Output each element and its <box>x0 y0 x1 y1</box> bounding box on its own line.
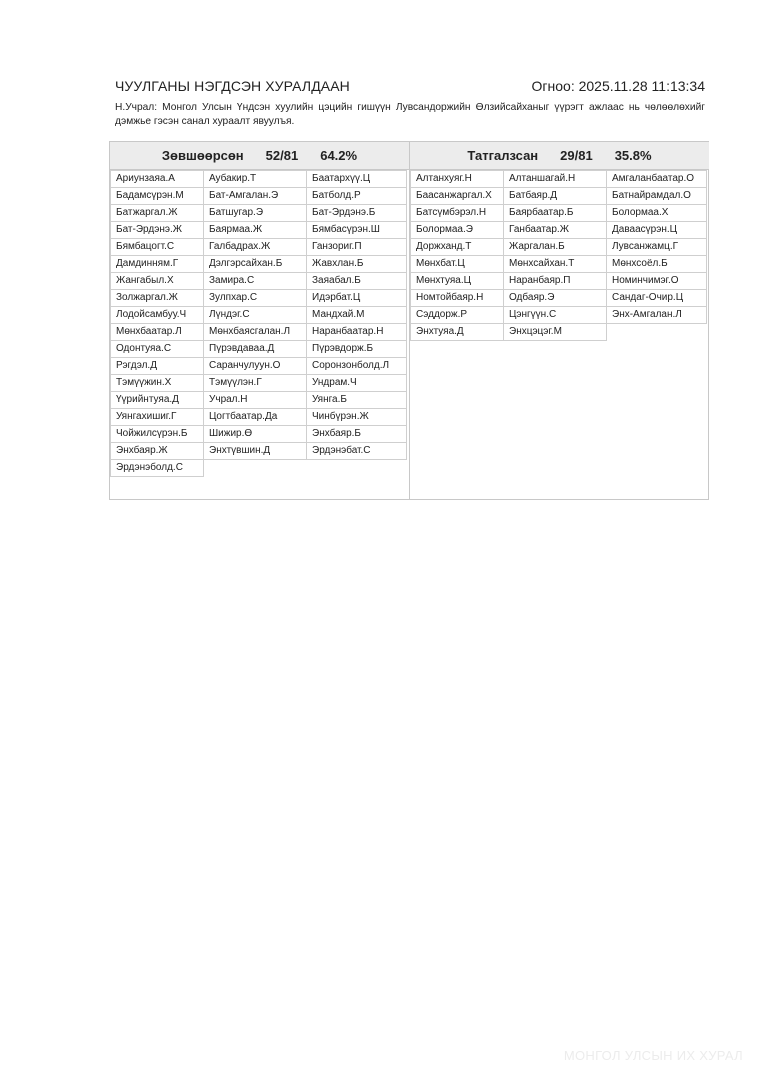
member-name-cell: Амгаланбаатар.О <box>606 170 707 188</box>
member-name-cell: Идэрбат.Ц <box>306 289 407 307</box>
member-name-cell: Шижир.Ө <box>203 425 307 443</box>
member-name-cell: Энхтуяа.Д <box>410 323 504 341</box>
member-name-cell: Сандаг-Очир.Ц <box>606 289 707 307</box>
member-name-cell: Одонтуяа.С <box>110 340 204 358</box>
watermark: МОНГОЛ УЛСЫН ИХ ХУРАЛ <box>563 1048 743 1063</box>
member-name-cell: Мөнхсайхан.Т <box>503 255 607 273</box>
member-name-cell: Уянга.Б <box>306 391 407 409</box>
member-name-cell: Лүндэг.С <box>203 306 307 324</box>
member-name-cell: Энх-Амгалан.Л <box>606 306 707 324</box>
member-name-cell: Энхтүвшин.Д <box>203 442 307 460</box>
rejected-column <box>410 142 709 340</box>
member-name-cell: Дамдинням.Г <box>110 255 204 273</box>
member-name-cell: Мөнхбаатар.Л <box>110 323 204 341</box>
member-name-cell: Батбаяр.Д <box>503 187 607 205</box>
member-name-cell: Чинбүрэн.Ж <box>306 408 407 426</box>
member-name-cell: Цогтбаатар.Да <box>203 408 307 426</box>
member-name-cell: Доржханд.Т <box>410 238 504 256</box>
member-name-cell: Зулпхар.С <box>203 289 307 307</box>
member-name-cell: Эрдэнэбат.С <box>306 442 407 460</box>
member-name-cell: Цэнгүүн.С <box>503 306 607 324</box>
member-name-cell: Тэмүүжин.Х <box>110 374 204 392</box>
member-name-cell: Галбадрах.Ж <box>203 238 307 256</box>
member-name-cell: Баатархүү.Ц <box>306 170 407 188</box>
rejected-count: 29/81 <box>560 148 593 163</box>
rejected-header <box>410 142 709 170</box>
rejected-label: Татгалзсан <box>467 148 539 163</box>
member-name-cell: Лувсанжамц.Г <box>606 238 707 256</box>
member-name-cell: Мөнхбат.Ц <box>410 255 504 273</box>
member-name-cell: Ганзориг.П <box>306 238 407 256</box>
member-name-cell: Бат-Эрдэнэ.Ж <box>110 221 204 239</box>
member-name-cell: Алтанхуяг.Н <box>410 170 504 188</box>
member-name-cell: Бямбацогт.С <box>110 238 204 256</box>
member-name-cell: Бат-Эрдэнэ.Б <box>306 204 407 222</box>
member-name-cell: Бадамсүрэн.М <box>110 187 204 205</box>
member-name-cell: Алтаншагай.Н <box>503 170 607 188</box>
member-name-cell: Золжаргал.Ж <box>110 289 204 307</box>
member-name-cell: Энхцэцэг.М <box>503 323 607 341</box>
member-name-cell: Баярбаатар.Б <box>503 204 607 222</box>
member-name-cell: Одбаяр.Э <box>503 289 607 307</box>
member-name-cell: Жаргалан.Б <box>503 238 607 256</box>
member-name-cell: Ундрам.Ч <box>306 374 407 392</box>
member-name-cell: Уянгахишиг.Г <box>110 408 204 426</box>
member-name-cell: Батнайрамдал.О <box>606 187 707 205</box>
member-name-cell: Чойжилсүрэн.Б <box>110 425 204 443</box>
page-title: ЧУУЛГАНЫ НЭГДСЭН ХУРАЛДААН <box>115 78 350 94</box>
vote-results-table <box>109 141 709 500</box>
member-name-cell: Пүрэвдорж.Б <box>306 340 407 358</box>
member-name-cell: Энхбаяр.Б <box>306 425 407 443</box>
member-name-cell: Мөнхтуяа.Ц <box>410 272 504 290</box>
member-name-cell: Болормаа.Х <box>606 204 707 222</box>
member-name-cell: Жавхлан.Б <box>306 255 407 273</box>
member-name-cell: Энхбаяр.Ж <box>110 442 204 460</box>
member-name-cell: Саранчулуун.О <box>203 357 307 375</box>
approved-percent: 64.2% <box>320 148 358 163</box>
member-name-cell: Мандхай.М <box>306 306 407 324</box>
member-name-cell: Лодойсамбуу.Ч <box>110 306 204 324</box>
approved-header <box>110 142 409 170</box>
member-name-cell: Соронзонболд.Л <box>306 357 407 375</box>
member-name-cell: Учрал.Н <box>203 391 307 409</box>
approved-column <box>110 142 409 476</box>
member-name-cell: Пүрэвдаваа.Д <box>203 340 307 358</box>
member-name-cell: Батболд.Р <box>306 187 407 205</box>
member-name-cell: Замира.С <box>203 272 307 290</box>
member-name-cell: Бямбасүрэн.Ш <box>306 221 407 239</box>
member-name-cell: Жангабыл.Х <box>110 272 204 290</box>
member-name-cell: Баярмаа.Ж <box>203 221 307 239</box>
member-name-cell: Номинчимэг.О <box>606 272 707 290</box>
member-name-cell: Баасанжаргал.Х <box>410 187 504 205</box>
approved-names-grid <box>110 170 409 476</box>
member-name-cell: Рэгдэл.Д <box>110 357 204 375</box>
member-name-cell: Дэлгэрсайхан.Б <box>203 255 307 273</box>
member-name-cell: Ариунзаяа.А <box>110 170 204 188</box>
vote-date: Огноо: 2025.11.28 11:13:34 <box>531 78 705 94</box>
rejected-percent: 35.8% <box>614 148 652 163</box>
member-name-cell: Даваасүрэн.Ц <box>606 221 707 239</box>
member-name-cell: Сэддорж.Р <box>410 306 504 324</box>
member-name-cell: Эрдэнэболд.С <box>110 459 204 477</box>
member-name-cell: Батшугар.Э <box>203 204 307 222</box>
approved-label: Зөвшөөрсөн <box>161 148 244 163</box>
rejected-names-grid <box>410 170 709 340</box>
member-name-cell: Мөнхбаясгалан.Л <box>203 323 307 341</box>
member-name-cell: Тэмүүлэн.Г <box>203 374 307 392</box>
member-name-cell: Батжаргал.Ж <box>110 204 204 222</box>
member-name-cell: Наранбаяр.П <box>503 272 607 290</box>
member-name-cell: Үүрийнтуяа.Д <box>110 391 204 409</box>
member-name-cell: Наранбаатар.Н <box>306 323 407 341</box>
vote-subject: Н.Учрал: Монгол Улсын Үндсэн хуулийн цэцийн гишүүн Лувсандоржийн Өлзийсайханыг үүрэгт ажлаас нь чөлөөлөхийг дэмжье гэсэн санал хураалт явуулъя. <box>115 102 705 127</box>
member-name-cell: Бат-Амгалан.Э <box>203 187 307 205</box>
member-name-cell: Мөнхсоёл.Б <box>606 255 707 273</box>
approved-count: 52/81 <box>265 148 299 163</box>
member-name-cell: Аубакир.Т <box>203 170 307 188</box>
member-name-cell: Номтойбаяр.Н <box>410 289 504 307</box>
member-name-cell: Батсүмбэрэл.Н <box>410 204 504 222</box>
member-name-cell: Ганбаатар.Ж <box>503 221 607 239</box>
member-name-cell: Заяабал.Б <box>306 272 407 290</box>
member-name-cell: Болормаа.Э <box>410 221 504 239</box>
